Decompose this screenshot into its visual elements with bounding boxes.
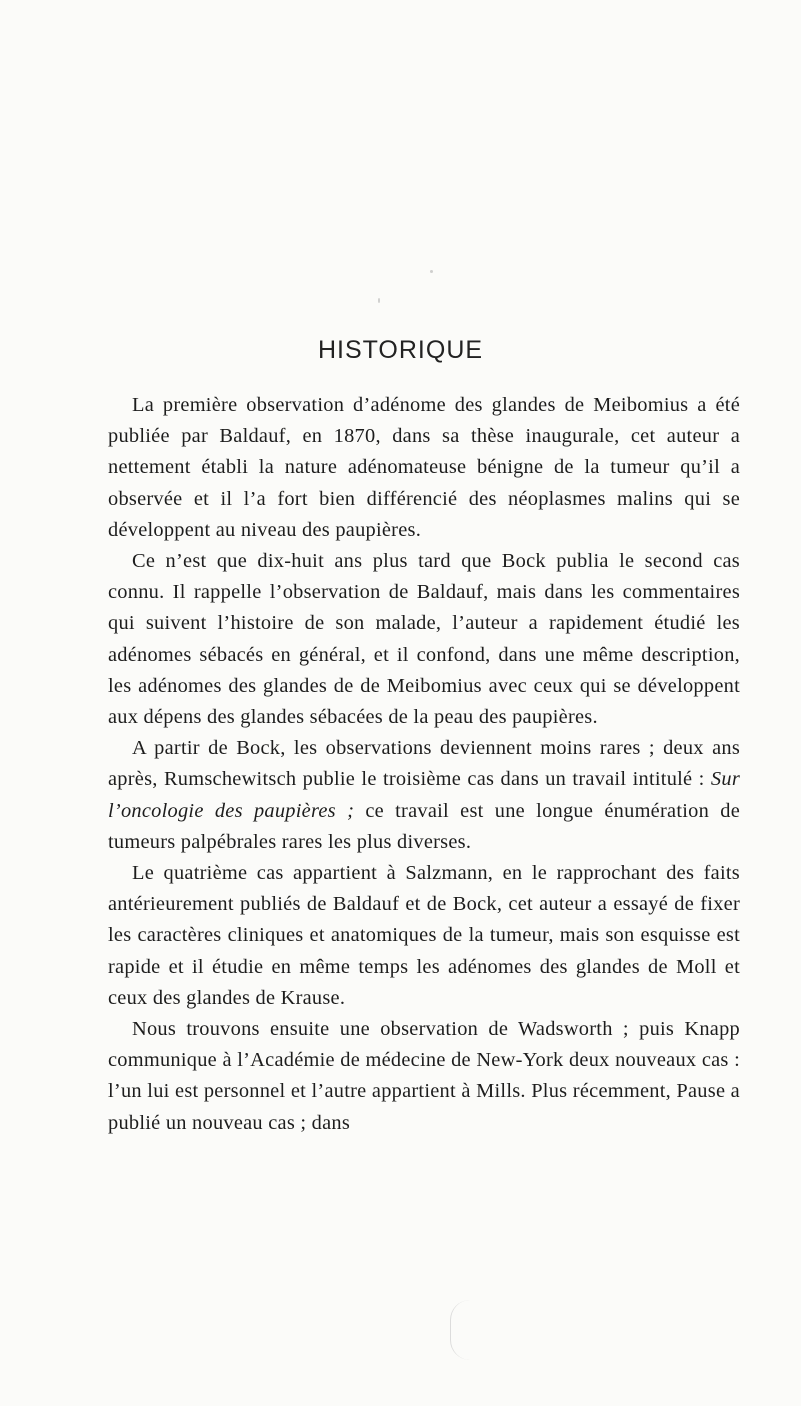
paragraph-2: Ce n’est que dix-huit ans plus tard que Bock publia le second cas connu. Il rappelle l’observation de Baldauf, mais dans les commentaires qui suivent l’histoire de son malade, l’auteur a rapidement étudié les adénomes sébacés en général, et il confond, dans une même description, les adénomes des glandes de de Meibomius avec ceux qui se développent aux dépens des glandes sébacées de la peau des paupières. [108, 550, 740, 729]
paragraph-3-text-start: A partir de Bock, les observations deviennent moins rares ; deux ans après, Rumschewitsch publie le troisième cas dans un travail intitulé : [108, 737, 740, 791]
cited-title: Sur l’oncologie des paupières ; [108, 768, 740, 822]
paragraph-3-text-end: ce travail est une longue énumération de tumeurs palpébrales rares les plus diverses. [108, 799, 740, 853]
paper-speck [378, 298, 380, 303]
paragraph-3 [108, 733, 740, 858]
paragraph-5: Nous trouvons ensuite une observation de Wadsworth ; puis Knapp communique à l’Académie de médecine de New-York deux nouveaux cas : l’un lui est personnel et l’autre appartient à Mills. Plus récemment, Pause a publié un nouveau cas ; dans [108, 1018, 740, 1134]
pencil-mark [450, 1300, 481, 1360]
page-heading: HISTORIQUE [317, 336, 484, 364]
paragraph-1: La première observation d’adénome des glandes de Meibomius a été publiée par Baldauf, en 1870, dans sa thèse inaugurale, cet auteur a nettement établi la nature adénomateuse bénigne de la tumeur qu’il a observée et il l’a fort bien différencié des néoplasmes malins qui se développent au niveau des paupières. [108, 394, 740, 541]
paper-speck [430, 270, 433, 273]
body-text [108, 390, 740, 1139]
paragraph-4: Le quatrième cas appartient à Salzmann, en le rapprochant des faits antérieurement publiés de Baldauf et de Bock, cet auteur a essayé de fixer les caractères cliniques et anatomiques de la tumeur, mais son esquisse est rapide et il étudie en même temps les adénomes des glandes de Moll et ceux des glandes de Krause. [108, 862, 740, 1009]
